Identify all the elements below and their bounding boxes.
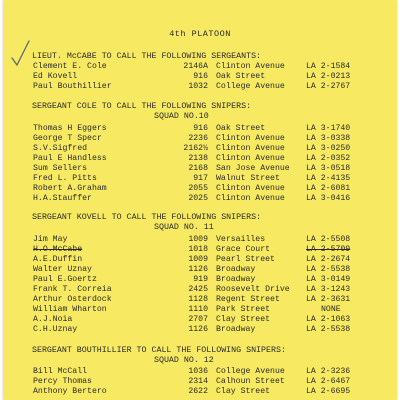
street-cell: Oak Street [216, 72, 266, 81]
number-cell: 1018 [188, 245, 208, 254]
street-cell: Versailles [216, 235, 266, 244]
phone-cell: LA 3-0518 [306, 164, 351, 173]
name-cell: Thomas H Eggers [33, 124, 107, 133]
street-cell: Roosevelt Drive [216, 285, 290, 294]
phone-cell: LA 3-1740 [306, 124, 351, 133]
name-cell: Fred L. Pitts [33, 174, 97, 183]
phone-cell: LA 2-5538 [306, 325, 351, 334]
number-cell: 2055 [188, 184, 208, 193]
number-cell: 916 [193, 124, 208, 133]
phone-cell: LA 2-3631 [306, 295, 351, 304]
name-cell: A.E.Duffin [33, 255, 83, 264]
table-row [3, 265, 397, 275]
name-cell: S.V.Sigfred [33, 144, 88, 153]
name-cell: Paul E.Goertz [33, 275, 97, 284]
table-row [3, 144, 397, 154]
street-cell: Clinton Avenue [216, 62, 285, 71]
phone-cell: LA 3-0338 [306, 134, 351, 143]
squad-label: SQUAD NO. 11 [154, 223, 214, 232]
table-row-struck [3, 245, 397, 255]
table-row [3, 184, 397, 194]
number-cell: 2425 [188, 285, 208, 294]
name-cell: Robert A.Graham [33, 184, 107, 193]
street-cell: Regent Street [216, 295, 280, 304]
phone-cell: NONE [321, 305, 341, 314]
number-cell: 2707 [188, 315, 208, 324]
number-cell: 1128 [188, 295, 208, 304]
number-cell: 2314 [188, 377, 208, 386]
name-cell: Arthur Osterdock [33, 295, 112, 304]
number-cell: 2138 [188, 154, 208, 163]
street-cell: Clay Street [216, 387, 271, 396]
number-cell: 2236 [188, 134, 208, 143]
document-page [3, 0, 397, 400]
name-cell: Anthony Bertero [33, 387, 107, 396]
street-cell: Pearl Street [216, 255, 275, 264]
name-cell: Paul Bouthillier [33, 82, 112, 91]
table-row [3, 72, 397, 82]
phone-cell: LA 2-2674 [306, 255, 351, 264]
phone-cell: LA 2-5538 [306, 265, 351, 274]
squad-label: SQUAD NO. 12 [154, 356, 214, 365]
table-row [3, 255, 397, 265]
table-row [3, 164, 397, 174]
phone-cell: LA 2-6081 [306, 184, 351, 193]
street-cell: College Avenue [216, 367, 285, 376]
table-row [3, 154, 397, 164]
section-header: SERGEANT COLE TO CALL THE FOLLOWING SNIPERS: [30, 102, 253, 111]
number-cell: 2162½ [183, 144, 208, 153]
number-cell: 1126 [188, 325, 208, 334]
phone-cell: LA 2-1063 [306, 315, 351, 324]
street-cell: Walnut Street [216, 174, 280, 183]
phone-cell: LA 2-0352 [306, 154, 351, 163]
section-header: SERGEANT BOUTHILLIER TO CALL THE FOLLOWING SNIPERS: [30, 346, 288, 355]
name-cell: Sum Sellers [33, 164, 88, 173]
name-cell: Ed Kovell [33, 72, 78, 81]
street-cell: Clinton Avenue [216, 194, 285, 203]
number-cell: 2025 [188, 194, 208, 203]
name-cell: George T Specr [33, 134, 102, 143]
phone-cell: LA 3-0416 [306, 194, 351, 203]
table-row [3, 295, 397, 305]
table-row [3, 367, 397, 377]
name-cell: Clement E. Cole [33, 62, 107, 71]
phone-cell: LA 3-0250 [306, 144, 351, 153]
phone-cell: LA 2-6695 [306, 387, 351, 396]
name-cell: Walter Uznay [33, 265, 92, 274]
name-cell: William Wharton [33, 305, 107, 314]
table-row [3, 124, 397, 134]
street-cell: Clinton Avenue [216, 134, 285, 143]
street-cell: Grace Court [216, 245, 271, 254]
phone-cell: LA 2-5709 [306, 245, 351, 254]
street-cell: Broadway [216, 275, 256, 284]
table-row [3, 275, 397, 285]
number-cell: 1110 [188, 305, 208, 314]
table-row [3, 82, 397, 92]
table-row [3, 174, 397, 184]
street-cell: Clinton Avenue [216, 144, 285, 153]
phone-cell: LA 2-1584 [306, 62, 351, 71]
street-cell: Park Street [216, 305, 271, 314]
table-row [3, 325, 397, 335]
name-cell: Jim May [33, 235, 68, 244]
phone-cell: LA 2-6467 [306, 377, 351, 386]
phone-cell: LA 2-2767 [306, 82, 351, 91]
name-cell: Frank T. Correia [33, 285, 112, 294]
name-cell: H.A.Stauffer [33, 194, 92, 203]
table-row [3, 305, 397, 315]
phone-cell: LA 2-0213 [306, 72, 351, 81]
table-row [3, 315, 397, 325]
street-cell: Broadway [216, 265, 256, 274]
street-cell: Broadway [216, 325, 256, 334]
phone-cell: LA 2-4135 [306, 174, 351, 183]
street-cell: Clinton Avenue [216, 184, 285, 193]
name-cell: C.H.Uznay [33, 325, 78, 334]
table-row [3, 235, 397, 245]
number-cell: 1032 [188, 82, 208, 91]
name-cell: Percy Thomas [33, 377, 92, 386]
name-cell: A.J.Noia [33, 315, 73, 324]
name-cell: Paul E Handless [33, 154, 107, 163]
street-cell: Clay Street [216, 315, 271, 324]
table-row [3, 134, 397, 144]
phone-cell: LA 3-0149 [306, 275, 351, 284]
number-cell: 916 [193, 72, 208, 81]
street-cell: San Jose Avenue [216, 164, 290, 173]
number-cell: 919 [193, 275, 208, 284]
street-cell: College Avenue [216, 82, 285, 91]
table-row [3, 387, 397, 397]
number-cell: 1009 [188, 255, 208, 264]
table-row [3, 377, 397, 387]
number-cell: 1036 [188, 367, 208, 376]
phone-cell: LA 2-3236 [306, 367, 351, 376]
name-cell: Bill McCall [33, 367, 88, 376]
table-row [3, 194, 397, 204]
phone-cell: LA 3-1243 [306, 285, 351, 294]
street-cell: Clinton Avenue [216, 154, 285, 163]
number-cell: 1126 [188, 265, 208, 274]
number-cell: 2146A [183, 62, 208, 71]
section-header: LIEUT. McCABE TO CALL THE FOLLOWING SERGEANTS: [30, 52, 263, 61]
table-row [3, 285, 397, 295]
phone-cell: LA 2-5508 [306, 235, 351, 244]
name-cell: H.O.McCabe [33, 245, 83, 254]
street-cell: Calhoun Street [216, 377, 285, 386]
squad-label: SQUAD NO.10 [154, 112, 209, 121]
number-cell: 2622 [188, 387, 208, 396]
number-cell: 1009 [188, 235, 208, 244]
section-header: SERGEANT KOVELL TO CALL THE FOLLOWING SNIPERS: [30, 213, 263, 222]
street-cell: Oak Street [216, 124, 266, 133]
page-title: 4th PLATOON [169, 29, 231, 39]
number-cell: 917 [193, 174, 208, 183]
table-row [3, 62, 397, 72]
number-cell: 2168 [188, 164, 208, 173]
